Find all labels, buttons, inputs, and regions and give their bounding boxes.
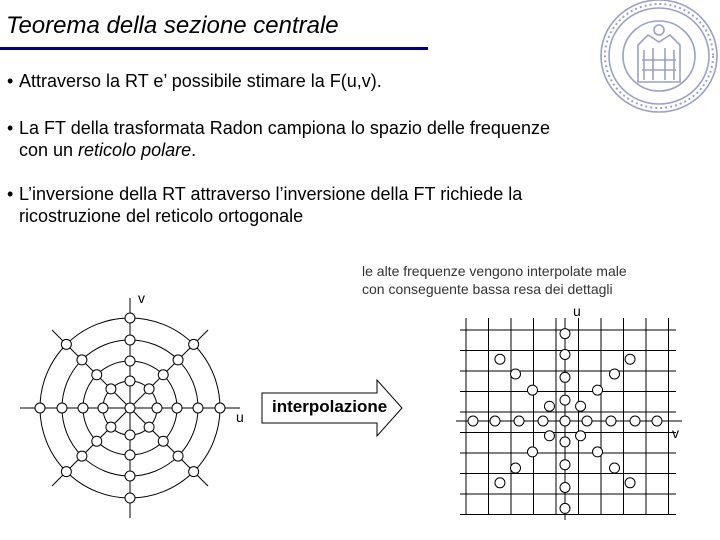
cartesian-sample-point (490, 416, 500, 426)
cartesian-sample-point (606, 416, 616, 426)
polar-sample-point (125, 450, 135, 460)
cartesian-samples (468, 329, 662, 514)
cartesian-sample-point (560, 503, 570, 513)
slide-title: Teorema della sezione centrale (6, 12, 339, 39)
cartesian-sample-point (609, 369, 619, 379)
polar-sample-point (77, 451, 87, 461)
cartesian-sample-point (560, 372, 570, 382)
polar-sample-point (158, 370, 168, 380)
polar-sample-point (125, 313, 135, 323)
polar-sample-point (172, 403, 182, 413)
cartesian-sample-point (560, 460, 570, 470)
cartesian-sample-point (560, 483, 570, 493)
bullet-symbol: • (7, 118, 14, 138)
cartesian-sample-point (514, 416, 524, 426)
bullet-3-line-2: ricostruzione del reticolo ortogonale (19, 206, 304, 226)
cartesian-sample-point (576, 401, 586, 411)
polar-sample-point (158, 436, 168, 446)
polar-sample-point (125, 335, 135, 345)
cartesian-sample-point (560, 416, 570, 426)
polar-sample-point (189, 339, 199, 349)
cartesian-sample-point (544, 431, 554, 441)
cartesian-axis-u-label: u (573, 303, 581, 319)
bullet-2-emphasis: reticolo polare (78, 140, 192, 160)
polar-sample-point (125, 471, 135, 481)
bullet-2-suffix: . (191, 140, 197, 160)
cartesian-sample-point (593, 447, 603, 457)
polar-sample-point (144, 384, 154, 394)
polar-sample-point (189, 467, 199, 477)
cartesian-axis-v-label: v (672, 425, 679, 441)
cartesian-sample-point (625, 478, 635, 488)
cartesian-sample-point (511, 369, 521, 379)
bullet-1-text: Attraverso la RT e’ possibile stimare la F(u,v). (19, 71, 382, 91)
polar-sample-point (77, 355, 87, 365)
polar-sample-point (173, 355, 183, 365)
polar-sample-point (144, 422, 154, 432)
polar-sample-point (78, 403, 88, 413)
cartesian-sample-point (560, 395, 570, 405)
cartesian-sample-point (511, 463, 521, 473)
polar-sample-point (215, 403, 225, 413)
polar-sample-point (106, 422, 116, 432)
arrow-label: interpolazione (272, 397, 388, 416)
polar-sample-point (92, 436, 102, 446)
cartesian-sample-point (468, 416, 478, 426)
polar-axis-v-label: v (138, 290, 145, 306)
polar-sample-point (57, 403, 67, 413)
polar-sample-point (61, 339, 71, 349)
bullet-2-prefix: con un (19, 140, 79, 160)
note-line-2: con conseguente bassa resa dei dettagli (362, 281, 613, 297)
cartesian-sample-point (538, 416, 548, 426)
polar-sample-point (125, 356, 135, 366)
bullet-symbol: • (7, 184, 14, 204)
cartesian-sample-point (527, 385, 537, 395)
polar-samples (35, 313, 225, 503)
cartesian-sample-point (576, 431, 586, 441)
polar-sample-point (125, 493, 135, 503)
cartesian-sample-point (582, 416, 592, 426)
cartesian-sample-point (625, 354, 635, 364)
cartesian-sample-point (560, 329, 570, 339)
polar-sample-point (125, 376, 135, 386)
polar-sample-point (98, 403, 108, 413)
cartesian-sample-point (652, 416, 662, 426)
cartesian-sample-point (609, 463, 619, 473)
cartesian-sample-point (630, 416, 640, 426)
cartesian-sample-point (560, 437, 570, 447)
cartesian-sample-point (495, 354, 505, 364)
polar-sample-point (125, 430, 135, 440)
polar-sample-point (35, 403, 45, 413)
polar-sample-point (125, 403, 135, 413)
bullet-3-line-1: L’inversione della RT attraverso l’inversione della FT richiede la (19, 184, 523, 204)
cartesian-sample-point (527, 447, 537, 457)
note-line-1: le alte frequenze vengono interpolate male (362, 263, 627, 279)
bullet-symbol: • (7, 71, 14, 91)
cartesian-sample-point (544, 401, 554, 411)
polar-sample-point (173, 451, 183, 461)
polar-sample-point (106, 384, 116, 394)
polar-sample-point (61, 467, 71, 477)
polar-sample-point (193, 403, 203, 413)
cartesian-sample-point (495, 478, 505, 488)
polar-sample-point (92, 370, 102, 380)
polar-axis-u-label: u (236, 409, 244, 425)
polar-sample-point (152, 403, 162, 413)
cartesian-sample-point (593, 385, 603, 395)
bullet-2-line-1: La FT della trasformata Radon campiona lo spazio delle frequenze (19, 118, 550, 138)
cartesian-sample-point (560, 350, 570, 360)
